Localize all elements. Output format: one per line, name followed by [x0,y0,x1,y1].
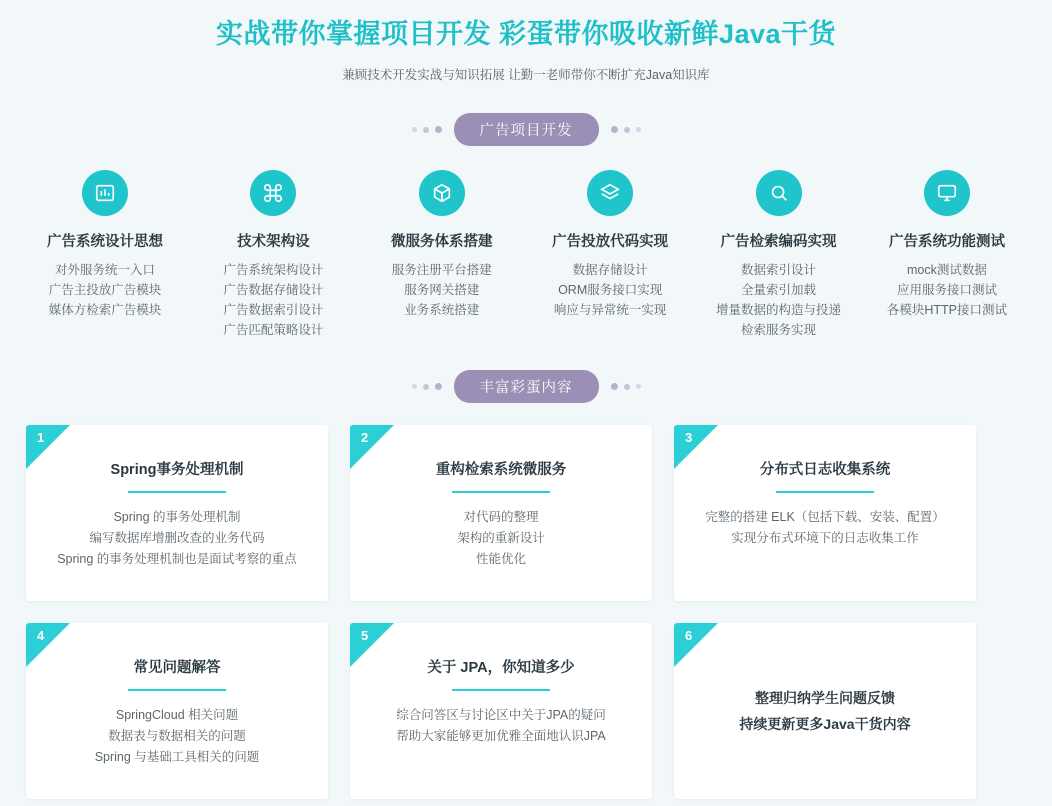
section-pill-label: 丰富彩蛋内容 [454,370,599,403]
dots-right-icon [611,126,641,133]
feature-item: 媒体方检索广告模块 [48,303,162,317]
feature-item: 各模块HTTP接口测试 [886,303,1008,317]
search-icon [756,170,802,216]
feature-title: 广告投放代码实现 [552,234,669,250]
card-body [674,507,976,549]
card-body [350,507,652,570]
feature-item: 服务注册平台搭建 [391,263,492,277]
card-line: Spring 与基础工具相关的问题 [94,750,260,764]
corner-ribbon-icon [26,425,70,469]
dots-right-icon [611,383,641,390]
card-number: 5 [361,628,369,643]
bonus-card-6 [674,623,976,799]
feature-item: 数据索引设计 [741,263,817,277]
feature-title: 广告系统功能测试 [888,234,1005,250]
feature-item: 响应与异常统一实现 [553,303,667,317]
card-body [350,705,652,747]
card-number: 1 [37,430,45,445]
card-line: 架构的重新设计 [457,531,545,545]
feature-item: 广告数据索引设计 [223,303,324,317]
card-divider [452,491,550,493]
bonus-card-5 [350,623,652,799]
feature-item: ORM服务接口实现 [558,283,663,297]
feature-item: 广告匹配策略设计 [223,323,324,337]
card-line: 完整的搭建 ELK（包括下载、安装、配置） [705,510,945,524]
card-number: 3 [685,430,693,445]
corner-ribbon-icon [674,425,718,469]
card-line: 帮助大家能够更加优雅全面地认识JPA [396,729,606,743]
feature-item: 广告数据存储设计 [223,283,324,297]
card-number: 6 [685,628,693,643]
feature-item: 广告主投放广告模块 [48,283,162,297]
feature-column-1 [30,170,180,340]
feature-item: 广告系统架构设计 [223,263,324,277]
feature-grid [0,146,1052,340]
card-line: 实现分布式环境下的日志收集工作 [731,531,919,545]
card-divider [128,689,226,691]
cube-icon [419,170,465,216]
corner-ribbon-icon [26,623,70,667]
feature-item: 服务网关搭建 [404,283,480,297]
bonus-card-4 [26,623,328,799]
section-pill-label: 广告项目开发 [454,113,599,146]
card-line: SpringCloud 相关问题 [115,708,239,722]
feature-title: 广告检索编码实现 [720,234,837,250]
feature-items [872,260,1022,320]
feature-item: 全量索引加载 [741,283,817,297]
feature-item: 业务系统搭建 [404,303,480,317]
section-heading-project [0,113,1052,146]
section-heading-bonus [0,370,1052,403]
layers-icon [587,170,633,216]
card-divider [128,491,226,493]
feature-items [30,260,180,320]
feature-title: 广告系统设计思想 [47,234,163,250]
card-line: 编写数据库增删改查的业务代码 [89,531,265,545]
feature-items [198,260,348,340]
card-body [26,507,328,570]
card-title: 分布式日志收集系统 [759,462,891,478]
monitor-icon [924,170,970,216]
feature-item: 增量数据的构造与投递 [716,303,842,317]
card-line: Spring 的事务处理机制 [113,510,241,524]
command-icon [250,170,296,216]
card-number: 2 [361,430,369,445]
feature-item: 应用服务接口测试 [896,283,997,297]
chart-bars-icon [82,170,128,216]
card-body [26,705,328,768]
corner-ribbon-icon [674,623,718,667]
card-line: 性能优化 [475,552,526,566]
feature-title: 技术架构设 [237,234,310,250]
feature-column-6 [872,170,1022,340]
card-line: 对代码的整理 [463,510,539,524]
bonus-card-3 [674,425,976,601]
feature-item: 检索服务实现 [741,323,817,337]
card-body [674,623,976,799]
bonus-card-2 [350,425,652,601]
feature-column-5 [704,170,854,340]
feature-column-4 [535,170,685,340]
card-line: 持续更新更多Java干货内容 [739,716,911,732]
card-title: 关于 JPA，你知道多少 [427,660,575,676]
card-line: 综合问答区与讨论区中关于JPA的疑问 [396,708,606,722]
corner-ribbon-icon [350,623,394,667]
feature-column-3 [367,170,517,340]
card-number: 4 [37,628,45,643]
feature-items [535,260,685,320]
corner-ribbon-icon [350,425,394,469]
bonus-card-1 [26,425,328,601]
card-divider [452,689,550,691]
feature-item: mock测试数据 [907,263,987,277]
feature-item: 对外服务统一入口 [54,263,155,277]
card-line: Spring 的事务处理机制也是面试考察的重点 [57,552,297,566]
dots-left-icon [412,383,442,390]
card-divider [776,491,874,493]
feature-item: 数据存储设计 [572,263,648,277]
card-title: 常见问题解答 [133,660,221,676]
card-line: 整理归纳学生问题反馈 [755,690,895,706]
dots-left-icon [412,126,442,133]
card-title: Spring事务处理机制 [110,462,244,478]
feature-items [367,260,517,320]
bonus-card-grid [0,403,1052,799]
feature-items [704,260,854,340]
feature-column-2 [198,170,348,340]
page-subtitle: 兼顾技术开发实战与知识拓展 让勤一老师带你不断扩充Java知识库 [342,68,710,82]
feature-title: 微服务体系搭建 [391,234,493,250]
card-title: 重构检索系统微服务 [435,462,567,478]
page-title: 实战带你掌握项目开发 彩蛋带你吸收新鲜Java干货 [215,19,837,49]
card-line: 数据表与数据相关的问题 [108,729,246,743]
